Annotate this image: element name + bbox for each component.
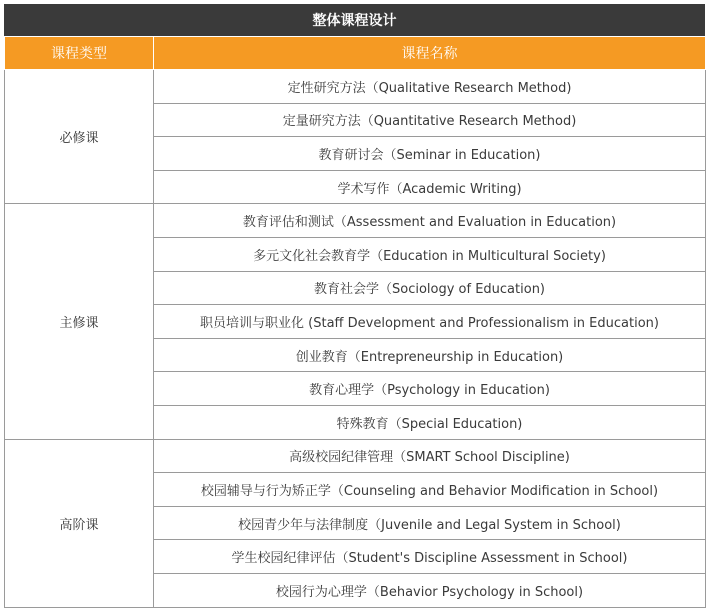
course-name: 校园辅导与行为矫正学（Counseling and Behavior Modification in School): [154, 473, 706, 507]
course-category: 主修课: [5, 204, 154, 439]
table-row: [5, 204, 706, 238]
course-name: 多元文化社会教育学（Education in Multicultural Society): [154, 237, 706, 271]
course-name: 创业教育（Entrepreneurship in Education): [154, 338, 706, 372]
course-name: 职员培训与职业化 (Staff Development and Professionalism in Education): [154, 305, 706, 339]
course-name: 校园青少年与法律制度（Juvenile and Legal System in School): [154, 506, 706, 540]
table-row: [5, 70, 706, 104]
course-table-body: [5, 70, 706, 608]
header-course-type: 课程类型: [5, 37, 154, 70]
course-table: [4, 36, 706, 608]
course-name: 定性研究方法（Qualitative Research Method): [154, 70, 706, 104]
course-name: 教育评估和测试（Assessment and Evaluation in Education): [154, 204, 706, 238]
course-name: 校园行为心理学（Behavior Psychology in School): [154, 573, 706, 607]
table-title: 整体课程设计: [4, 4, 705, 36]
course-name: 特殊教育（Special Education): [154, 405, 706, 439]
table-row: [5, 439, 706, 473]
course-table-container: [4, 4, 705, 608]
course-name: 学术写作（Academic Writing): [154, 170, 706, 204]
course-name: 定量研究方法（Quantitative Research Method): [154, 103, 706, 137]
header-row: [5, 37, 706, 70]
course-category: 高阶课: [5, 439, 154, 607]
header-course-name: 课程名称: [154, 37, 706, 70]
course-category: 必修课: [5, 70, 154, 204]
course-name: 高级校园纪律管理（SMART School Discipline): [154, 439, 706, 473]
course-name: 学生校园纪律评估（Student's Discipline Assessment in School): [154, 540, 706, 574]
course-name: 教育心理学（Psychology in Education): [154, 372, 706, 406]
course-name: 教育社会学（Sociology of Education): [154, 271, 706, 305]
course-name: 教育研讨会（Seminar in Education): [154, 137, 706, 171]
